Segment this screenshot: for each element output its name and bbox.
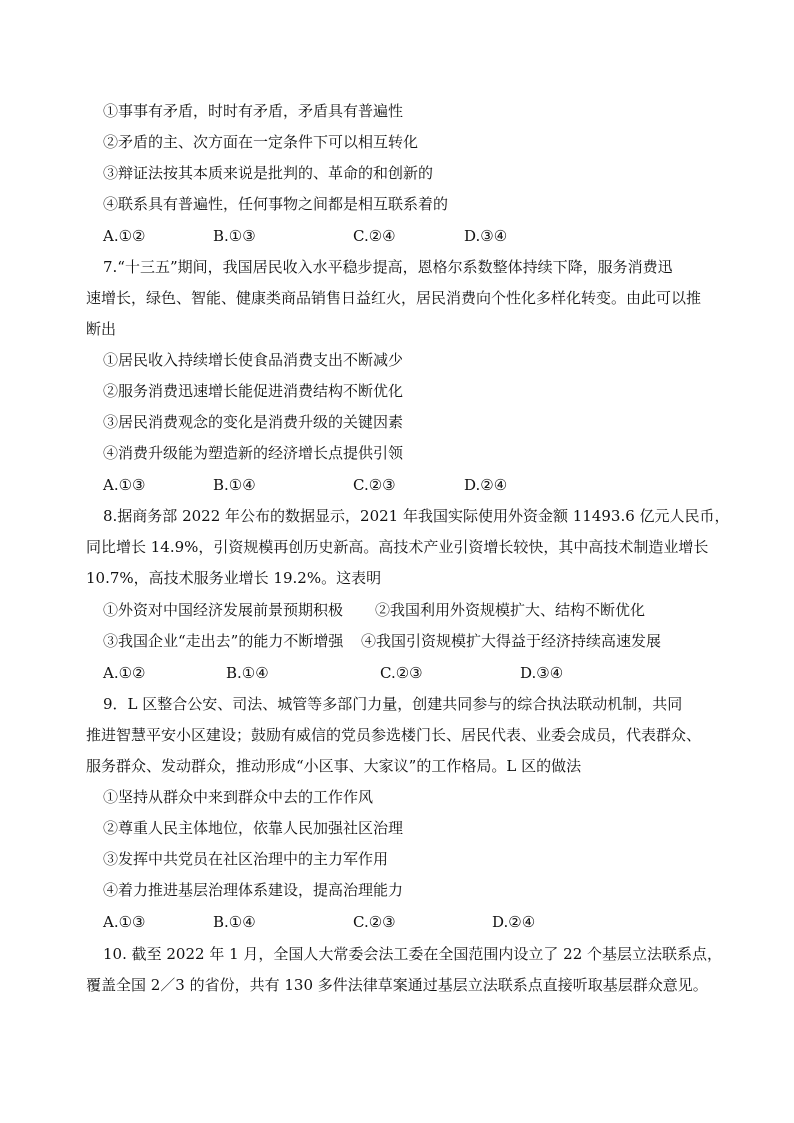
- q7-choices: [103, 475, 623, 495]
- q10-stem-line-1: 10. 截至 2022 年 1 月，全国人大常委会法工委在全国范围内设立了 22 个基层立法联系点，: [103, 945, 723, 963]
- q8-stem-line-3: 10.7%，高技术服务业增长 19.2%。这表明: [86, 569, 382, 587]
- q7-choice-c: C.②③: [353, 476, 396, 494]
- q9-stem-line-2: 推进智慧平安小区建设；鼓励有威信的党员参选楼门长、居民代表、业委会成员，代表群众、: [86, 726, 702, 744]
- q6-option-4: ④联系具有普遍性，任何事物之间都是相互联系着的: [103, 195, 449, 213]
- q9-option-1: ①坚持从群众中来到群众中去的工作作风: [103, 788, 374, 806]
- q8-option-4: ④我国引资规模扩大得益于经济持续高速发展: [361, 632, 662, 650]
- q9-choice-c: C.②③: [353, 913, 396, 931]
- q6-option-2: ②矛盾的主、次方面在一定条件下可以相互转化: [103, 133, 419, 151]
- q8-choice-b: B.①④: [226, 664, 269, 682]
- q8-stem-line-2: 同比增长 14.9%，引资规模再创历史新高。高技术产业引资增长较快，其中高技术制造业增长: [86, 538, 709, 556]
- q7-choice-a: A.①③: [103, 476, 146, 494]
- q8-choices: [103, 663, 623, 683]
- q9-option-4: ④着力推进基层治理体系建设，提高治理能力: [103, 881, 404, 899]
- q9-option-2: ②尊重人民主体地位，依靠人民加强社区治理: [103, 819, 404, 837]
- q9-choice-a: A.①③: [103, 913, 146, 931]
- q9-stem-line-3: 服务群众、发动群众，推动形成“小区事、大家议”的工作格局。L 区的做法: [86, 757, 582, 775]
- q7-choice-d: D.②④: [464, 476, 508, 494]
- q7-option-4: ④消费升级能为塑造新的经济增长点提供引领: [103, 444, 404, 462]
- q6-choices: [103, 226, 623, 246]
- q9-stem-line-1: 9．L 区整合公安、司法、城管等多部门力量，创建共同参与的综合执法联动机制，共同: [103, 695, 683, 713]
- q9-choice-b: B.①④: [213, 913, 256, 931]
- q10-stem-line-2: 覆盖全国 2／3 的省份，共有 130 多件法律草案通过基层立法联系点直接听取基层群众意见。: [86, 976, 708, 994]
- q6-option-3: ③辩证法按其本质来说是批判的、革命的和创新的: [103, 164, 434, 182]
- q7-stem-line-1: 7.“十三五”期间，我国居民收入水平稳步提高，恩格尔系数整体持续下降，服务消费迅: [103, 258, 673, 276]
- q6-choice-a: A.①②: [103, 227, 146, 245]
- q7-option-2: ②服务消费迅速增长能促进消费结构不断优化: [103, 382, 404, 400]
- q7-option-1: ①居民收入持续增长使食品消费支出不断减少: [103, 351, 404, 369]
- q7-stem-line-3: 断出: [86, 320, 117, 338]
- q6-choice-c: C.②④: [353, 227, 396, 245]
- q8-choice-d: D.③④: [520, 664, 564, 682]
- q8-choice-c: C.②③: [380, 664, 423, 682]
- q6-choice-d: D.③④: [464, 227, 508, 245]
- q7-choice-b: B.①④: [213, 476, 256, 494]
- q6-option-1: ①事事有矛盾，时时有矛盾，矛盾具有普遍性: [103, 102, 404, 120]
- q8-stem-line-1: 8.据商务部 2022 年公布的数据显示，2021 年我国实际使用外资金额 11493.6 亿元人民币，: [103, 507, 730, 525]
- q7-option-3: ③居民消费观念的变化是消费升级的关键因素: [103, 413, 404, 431]
- q8-option-1: ①外资对中国经济发展前景预期积极: [103, 601, 344, 619]
- q8-option-2: ②我国利用外资规模扩大、结构不断优化: [375, 601, 646, 619]
- q8-choice-a: A.①②: [103, 664, 146, 682]
- q7-stem-line-2: 速增长，绿色、智能、健康类商品销售日益红火，居民消费向个性化多样化转变。由此可以推: [86, 289, 702, 307]
- q9-choices: [103, 912, 623, 932]
- q8-option-3: ③我国企业“走出去”的能力不断增强: [103, 632, 344, 650]
- q9-choice-d: D.②④: [492, 913, 536, 931]
- q6-choice-b: B.①③: [213, 227, 256, 245]
- q9-option-3: ③发挥中共党员在社区治理中的主力军作用: [103, 850, 389, 868]
